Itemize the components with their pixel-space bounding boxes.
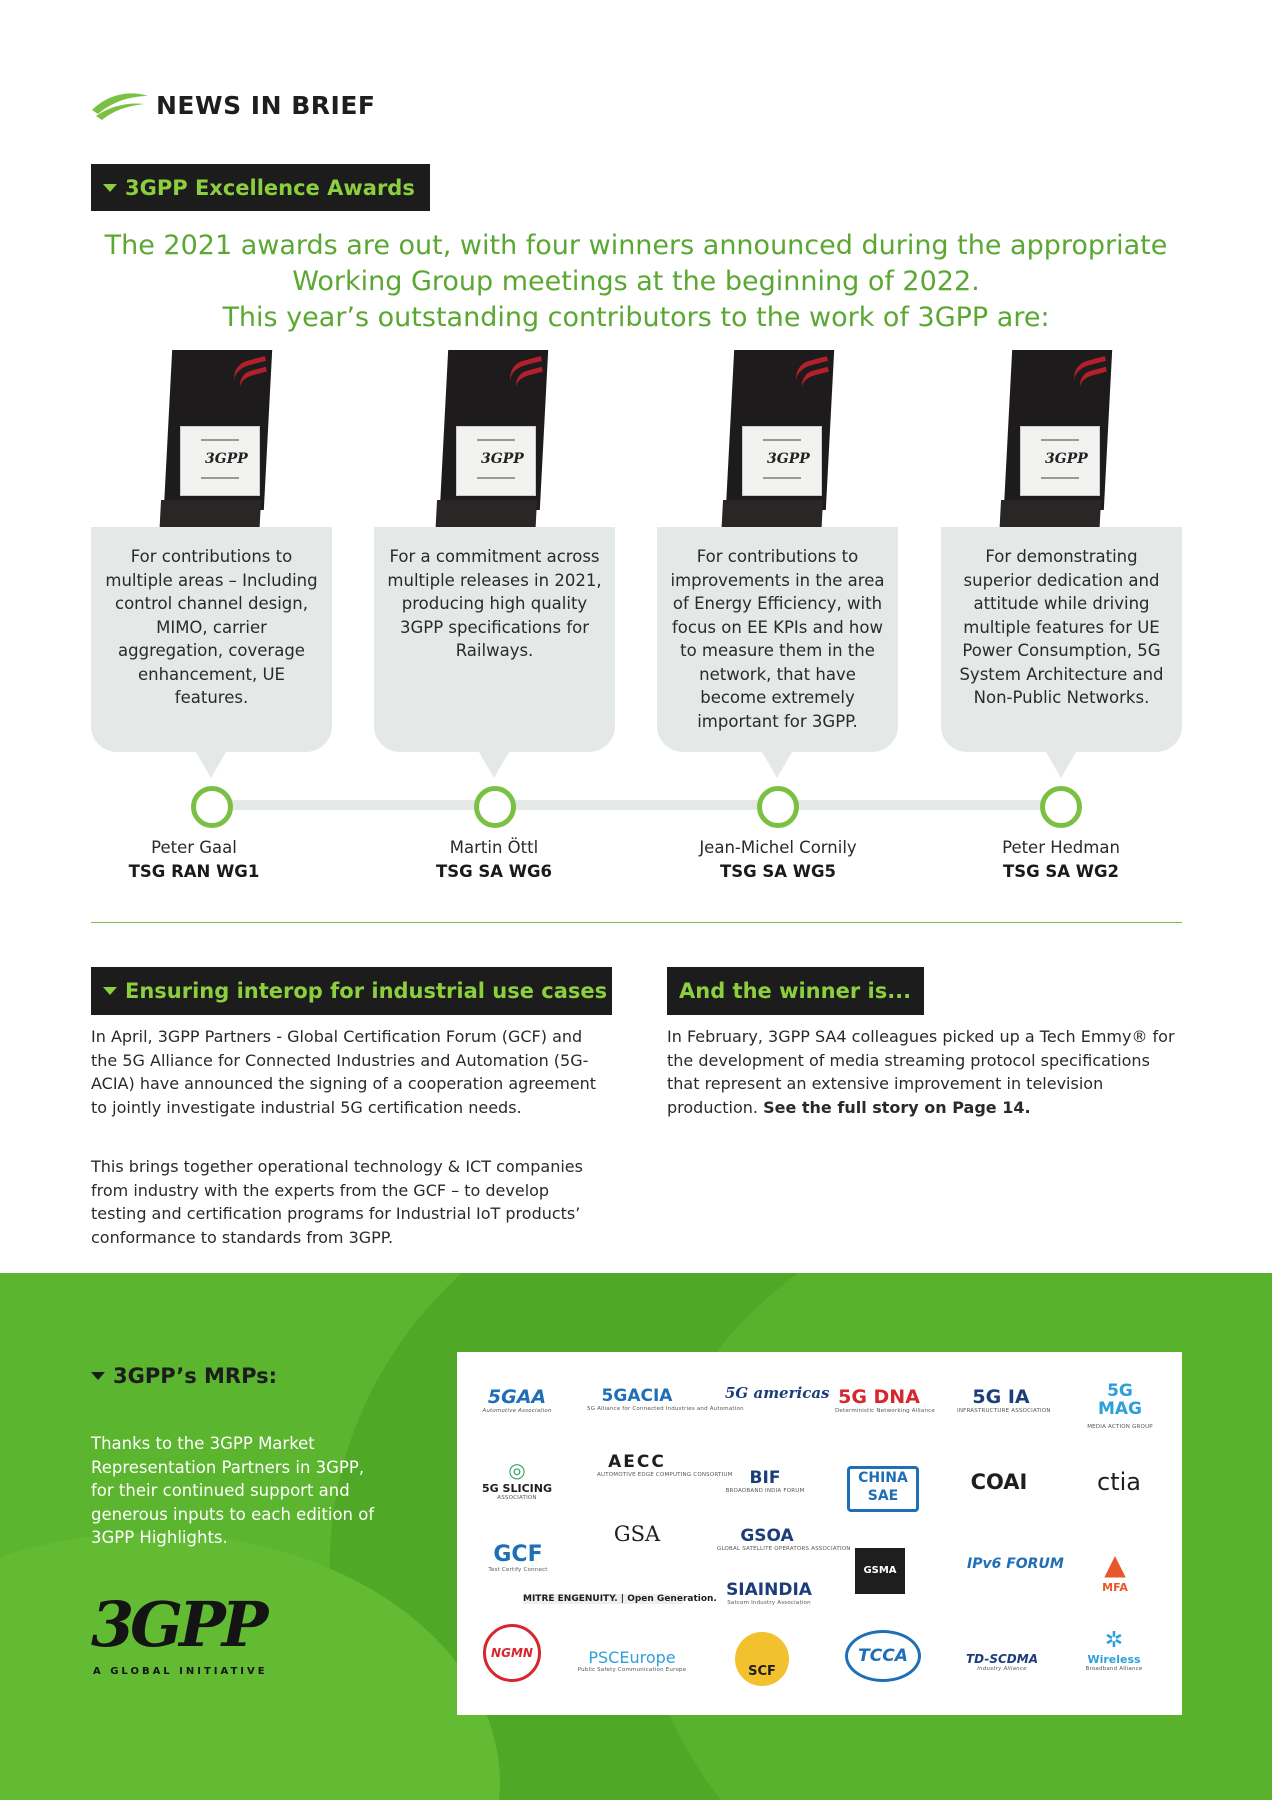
trophy-image: 3GPP bbox=[1000, 350, 1120, 540]
award-description: For demonstrating superior dedication and attitude while driving multiple features for UE Power Consumption, 5G System Architecture and Non-Public Networks. bbox=[941, 527, 1182, 752]
partner-logo-tcca: TCCA bbox=[845, 1630, 921, 1682]
partner-logo-ctia: ctia bbox=[1097, 1468, 1141, 1496]
ring-icon: ◎ bbox=[508, 1458, 526, 1482]
triangle-down-icon bbox=[103, 987, 117, 995]
partner-logo-5gia: 5G IA INFRASTRUCTURE ASSOCIATION bbox=[957, 1386, 1051, 1414]
mrp-label bbox=[91, 1364, 277, 1388]
section-label-awards bbox=[91, 164, 430, 211]
mrp-label-text: 3GPP’s MRPs: bbox=[113, 1364, 277, 1388]
partner-logo-mfa: ▲ MFA bbox=[1102, 1548, 1128, 1594]
section-label-text: 3GPP Excellence Awards bbox=[125, 175, 415, 200]
partner-logo-aecc: AECC AUTOMOTIVE EDGE COMPUTING CONSORTIUM bbox=[597, 1452, 733, 1478]
timeline-node bbox=[191, 786, 233, 828]
award-description: For contributions to improvements in the area of Energy Efficiency, with focus on EE KPIs and how to measure them in the network, that have become extremely important for 3GPP. bbox=[657, 527, 898, 752]
bubble-pointer bbox=[1046, 752, 1076, 778]
winner-text: In February, 3GPP SA4 colleagues picked up a Tech Emmy® for the development of media streaming protocol specifications that represent an extensive improvement in television production. bbox=[667, 1027, 1175, 1117]
trophy-image: 3GPP bbox=[436, 350, 556, 540]
timeline-node bbox=[1040, 786, 1082, 828]
winner-name: Martin Öttl bbox=[449, 838, 539, 857]
bubble-pointer bbox=[479, 752, 509, 778]
section-label-text: Ensuring interop for industrial use cases bbox=[125, 979, 608, 1003]
partner-logo-mitre-engenuity: MITRE ENGENUITY. | Open Generation. bbox=[523, 1594, 717, 1604]
timeline-line bbox=[200, 800, 1070, 810]
green-swoosh-icon bbox=[90, 88, 150, 120]
winner-info bbox=[74, 836, 314, 884]
winner-name: Peter Hedman bbox=[1002, 838, 1120, 857]
partner-logo-china-sae: CHINA SAE bbox=[847, 1466, 919, 1512]
intro-line: Working Group meetings at the beginning of 2022. bbox=[292, 266, 980, 297]
section-label-text: And the winner is... bbox=[679, 979, 912, 1003]
timeline-node bbox=[474, 786, 516, 828]
mrp-text: Thanks to the 3GPP Market Representation Partners in 3GPP, for their continued support and generous inputs to each edition of 3GPP Highlights. bbox=[91, 1434, 375, 1547]
winner-group: TSG RAN WG1 bbox=[128, 862, 260, 881]
partner-logo-siaindia: SIAINDIA Satcom Industry Association bbox=[726, 1580, 812, 1606]
triangle-logo-icon: ▲ bbox=[1104, 1548, 1126, 1581]
partner-logo-5g-slicing: ◎ 5G SLICING ASSOCIATION bbox=[482, 1458, 552, 1501]
bubble-pointer bbox=[762, 752, 792, 778]
intro-line: The 2021 awards are out, with four winners announced during the appropriate bbox=[104, 230, 1168, 261]
award-description: For a commitment across multiple releases in 2021, producing high quality 3GPP specifications for Railways. bbox=[374, 527, 615, 752]
partner-logos-panel bbox=[457, 1352, 1182, 1715]
awards-intro bbox=[80, 228, 1192, 336]
partner-logo-5gaa: 5GAA Automotive Association bbox=[482, 1386, 552, 1414]
partner-logo-scf: SCF bbox=[735, 1632, 789, 1686]
partner-logo-5gacia: 5GACIA 5G Alliance for Connected Industries and Automation bbox=[587, 1386, 744, 1412]
trophy-image: 3GPP bbox=[722, 350, 842, 540]
page-title: NEWS IN BRIEF bbox=[156, 91, 376, 120]
intro-line: This year’s outstanding contributors to the work of 3GPP are: bbox=[222, 302, 1050, 333]
partner-logo-coai: COAI bbox=[970, 1470, 1028, 1494]
winner-group: TSG SA WG5 bbox=[719, 862, 837, 881]
interop-paragraph: This brings together operational technology & ICT companies from industry with the experts from the GCF – to develop testing and certification programs for Industrial IoT products’ conformance to standards from 3GPP. bbox=[91, 1157, 583, 1247]
partner-logo-td-scdma: TD-SCDMA Industry Alliance bbox=[966, 1652, 1038, 1672]
partner-logo-gsoa: GSOA GLOBAL SATELLITE OPERATORS ASSOCIATION bbox=[717, 1526, 851, 1552]
winner-name: Jean-Michel Cornily bbox=[699, 838, 857, 857]
winner-name: Peter Gaal bbox=[151, 838, 237, 857]
people-logo-icon: ✲ bbox=[1104, 1628, 1124, 1653]
trophy-image: 3GPP bbox=[160, 350, 280, 540]
triangle-down-icon bbox=[91, 1372, 105, 1380]
3gpp-logo-tagline: A GLOBAL INITIATIVE bbox=[93, 1666, 268, 1677]
3gpp-logo-text: 3GPP bbox=[91, 1588, 265, 1661]
partner-logo-5g-americas: 5G americas bbox=[725, 1384, 830, 1402]
timeline-node bbox=[757, 786, 799, 828]
partner-logo-gcf: GCF Test Certify Connect bbox=[488, 1542, 548, 1573]
winner-group: TSG SA WG6 bbox=[435, 862, 553, 881]
partner-logo-5gmag: 5G MAG MEDIA ACTION GROUP bbox=[1087, 1381, 1153, 1430]
3gpp-logo bbox=[91, 1588, 271, 1683]
partner-logo-bif: BIF BROADBAND INDIA FORUM bbox=[725, 1468, 805, 1494]
bubble-pointer bbox=[196, 752, 226, 778]
award-description: For contributions to multiple areas – Including control channel design, MIMO, carrier aggregation, coverage enhancement, UE features. bbox=[91, 527, 332, 752]
partner-logo-wireless-broadband-alliance: ✲ Wireless Broadband Alliance bbox=[1085, 1628, 1143, 1672]
partner-logo-gsa: GSA bbox=[613, 1522, 661, 1546]
section-label-winner bbox=[667, 967, 924, 1015]
triangle-down-icon bbox=[103, 184, 117, 192]
section-divider bbox=[91, 922, 1182, 923]
page-reference-link[interactable]: See the full story on Page 14. bbox=[763, 1097, 1031, 1117]
winner-info bbox=[374, 836, 614, 884]
winner-paragraph bbox=[667, 1025, 1182, 1119]
partner-logo-ngmn: NGMN bbox=[483, 1624, 541, 1682]
interop-paragraph: In April, 3GPP Partners - Global Certification Forum (GCF) and the 5G Alliance for Connected Industries and Automation (5G-ACIA) have announced the signing of a cooperation agreement to jointly investigate industrial 5G certification needs. bbox=[91, 1027, 597, 1117]
winner-info bbox=[941, 836, 1181, 884]
partner-logo-psceurope: PSCEurope Public Safety Communication Europe bbox=[577, 1648, 687, 1673]
winner-info bbox=[658, 836, 898, 884]
partner-logo-5gdna: 5G DNA Deterministic Networking Alliance bbox=[835, 1386, 935, 1414]
partner-logo-gsma: GSMA bbox=[855, 1548, 905, 1594]
section-label-interop bbox=[91, 967, 612, 1015]
partner-logo-ipv6-forum: IPv6 FORUM bbox=[967, 1556, 1064, 1572]
winner-group: TSG SA WG2 bbox=[1002, 862, 1120, 881]
